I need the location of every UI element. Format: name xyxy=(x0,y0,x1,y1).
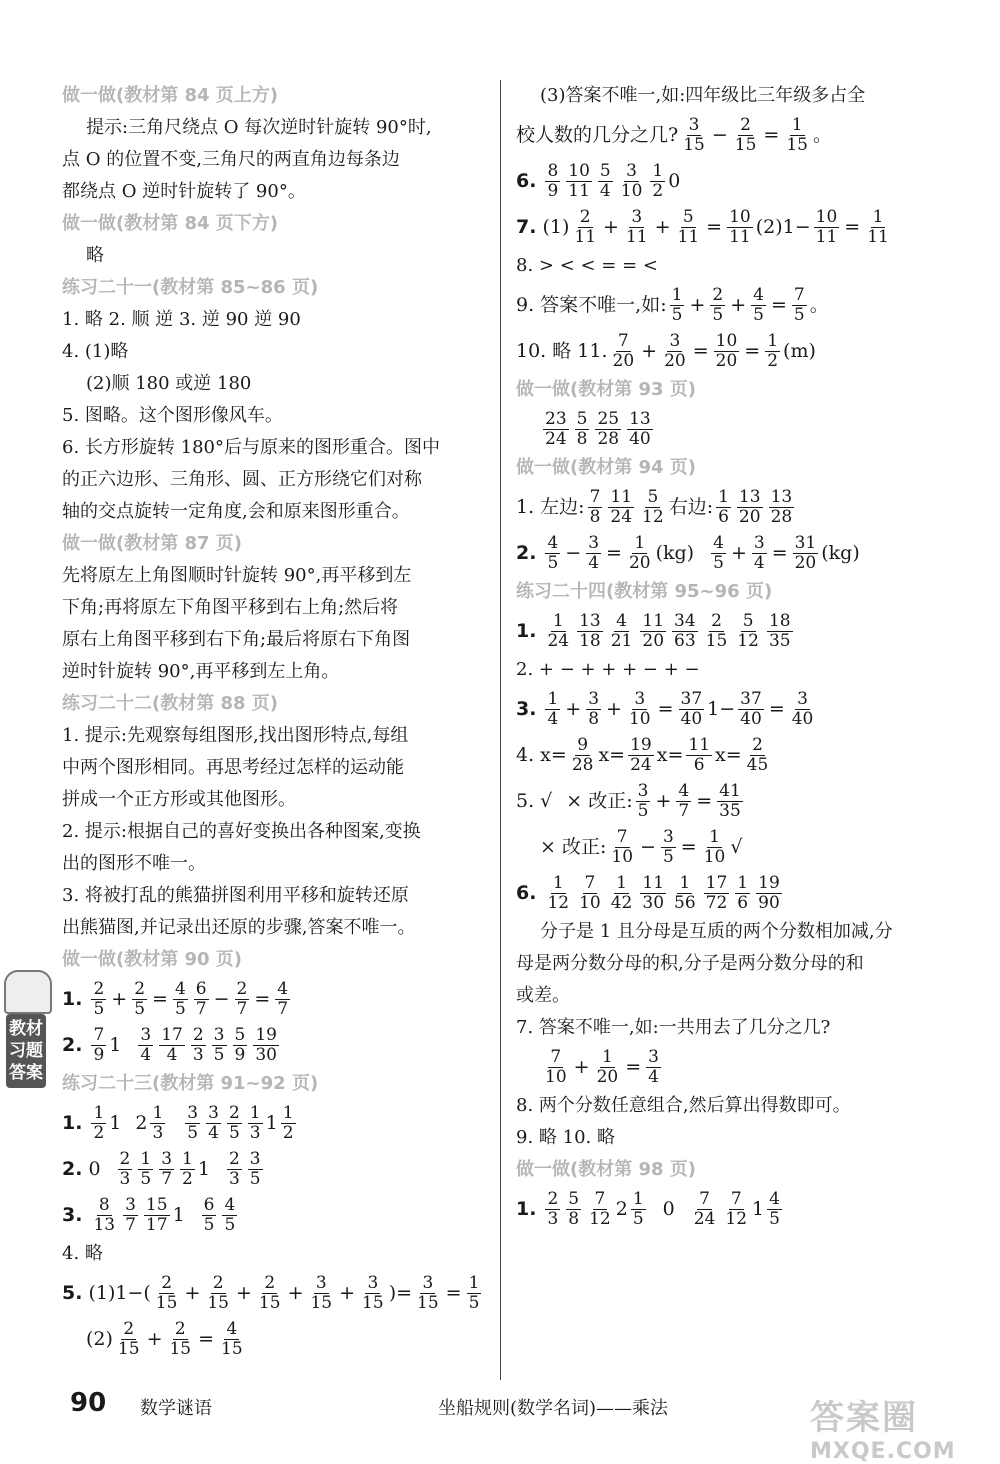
text: × 改正: xyxy=(566,790,633,812)
paragraph: 中两个图形相同。再思考经过怎样的运动能 xyxy=(62,757,404,778)
answer-row xyxy=(62,1192,484,1238)
answer-line: 6. 长方形旋转 180°后与原来的图形重合。图中 xyxy=(62,437,440,458)
paragraph: 9. 略 10. 略 xyxy=(516,1127,615,1148)
operator: + xyxy=(603,216,619,238)
fraction: $\frac{3}{15}$ xyxy=(310,1272,333,1313)
text: (2) xyxy=(86,1328,113,1350)
paragraph: 分子是 1 且分母是互质的两个分数相加减,分 xyxy=(540,921,893,942)
fraction: $\frac{3}{5}$ xyxy=(637,780,649,821)
fraction: $\frac{10}{11}$ xyxy=(568,160,590,201)
paragraph: 母是两分数分母的积,分子是两分数分母的和 xyxy=(516,953,864,974)
fraction: $\frac{2}{15}$ xyxy=(207,1272,229,1313)
fraction: $\frac{3}{5}$ xyxy=(213,1024,225,1065)
left-column xyxy=(62,80,484,1362)
fraction: $\frac{3}{15}$ xyxy=(683,114,705,155)
value: 1 xyxy=(109,1112,122,1134)
mixed-number: 2 $\frac{1}{5}$ xyxy=(615,1188,644,1229)
fraction: $\frac{7}{10}$ xyxy=(579,872,601,913)
fraction: $\frac{1}{20}$ xyxy=(596,1046,619,1087)
text: 9. 答案不唯一,如: xyxy=(516,294,667,316)
fraction: $\frac{6}{7}$ xyxy=(195,978,207,1019)
fraction: $\frac{2}{5}$ xyxy=(93,978,105,1019)
item-number: 1. xyxy=(62,1112,83,1134)
text: 4. x= xyxy=(516,744,567,766)
paragraph: 出熊猫图,并记录出还原的步骤,答案不唯一。 xyxy=(62,917,416,938)
mascot-icon xyxy=(4,970,52,1014)
section-heading: 做一做(教材第 98 页) xyxy=(516,1159,697,1180)
fraction: $\frac{3}{5}$ xyxy=(187,1102,199,1143)
fraction: $\frac{5}{12}$ xyxy=(737,610,759,651)
section-heading: 做一做(教材第 84 页下方) xyxy=(62,213,279,234)
answer-row xyxy=(516,686,940,732)
item-number: 2. xyxy=(62,1034,83,1056)
fraction: $\frac{3}{5}$ xyxy=(249,1148,261,1189)
operator: = xyxy=(680,836,697,858)
section-heading: 做一做(教材第 87 页) xyxy=(62,533,243,554)
fraction: $\frac{3}{7}$ xyxy=(161,1148,173,1189)
answer-row xyxy=(516,406,940,452)
fraction: $\frac{4}{7}$ xyxy=(277,978,289,1019)
fraction: $\frac{4}{7}$ xyxy=(678,780,690,821)
fraction: $\frac{17}{4}$ xyxy=(161,1024,183,1065)
item-number: 7. xyxy=(516,216,537,238)
paragraph: 先将原左上角图顺时针旋转 90°,再平移到左 xyxy=(62,565,412,586)
fraction: $\frac{19}{90}$ xyxy=(758,872,780,913)
fraction: $\frac{15}{17}$ xyxy=(145,1194,168,1235)
fraction: $\frac{1}{5}$ xyxy=(140,1148,152,1189)
answer-row xyxy=(516,158,940,204)
fraction: $\frac{3}{4}$ xyxy=(588,532,600,573)
paragraph: 2. 提示:根据自己的喜好变换出各种图案,变换 xyxy=(62,821,421,842)
fraction: $\frac{11}{6}$ xyxy=(688,734,711,775)
text: × 改正: xyxy=(540,836,607,858)
paragraph: 都绕点 O 逆时针旋转了 90°。 xyxy=(62,181,306,202)
operator: = xyxy=(692,340,709,362)
text: 。 xyxy=(812,124,832,146)
fraction: $\frac{5}{12}$ xyxy=(642,486,664,527)
fraction: $\frac{7}{9}$ xyxy=(93,1024,105,1065)
paragraph: 1. 提示:先观察每组图形,找出图形特点,每组 xyxy=(62,725,409,746)
answer-row xyxy=(516,608,940,654)
item-number: 5. xyxy=(62,1282,83,1304)
fraction: $\frac{2}{5}$ xyxy=(134,978,146,1019)
text: 1. 左边: xyxy=(516,496,585,518)
fraction: $\frac{5}{9}$ xyxy=(234,1024,246,1065)
operator: + xyxy=(606,698,622,720)
operator: + xyxy=(655,790,672,812)
fraction: $\frac{3}{4}$ xyxy=(208,1102,219,1143)
fraction: $\frac{1}{15}$ xyxy=(786,114,808,155)
column-divider xyxy=(500,80,501,1380)
page-number: 90 xyxy=(70,1388,107,1418)
operator: = xyxy=(198,1328,215,1350)
fraction: $\frac{13}{28}$ xyxy=(770,486,793,527)
answer-row xyxy=(516,112,940,158)
fraction: $\frac{4}{21}$ xyxy=(610,610,633,651)
value: 0 xyxy=(668,170,681,192)
fraction: $\frac{2}{15}$ xyxy=(117,1318,140,1359)
fraction: $\frac{2}{11}$ xyxy=(574,206,597,247)
operator: + xyxy=(641,340,658,362)
fraction: $\frac{19}{24}$ xyxy=(630,734,652,775)
item-number: 6. xyxy=(516,882,537,904)
operator: + xyxy=(146,1328,163,1350)
fraction: $\frac{4}{5}$ xyxy=(224,1194,236,1235)
operator: + xyxy=(565,698,582,720)
fraction: $\frac{3}{4}$ xyxy=(753,532,765,573)
operator: = xyxy=(254,988,271,1010)
value: 1 xyxy=(109,1034,122,1056)
answer-line: 4. 略 xyxy=(62,1243,103,1264)
text: √ xyxy=(730,836,743,858)
side-tab xyxy=(0,970,58,1130)
operator: + xyxy=(236,1282,252,1304)
fraction: $\frac{1}{2}$ xyxy=(652,160,664,201)
operator: = xyxy=(770,294,787,316)
fraction: $\frac{7}{10}$ xyxy=(545,1046,567,1087)
answer-row xyxy=(62,1100,484,1146)
fraction: $\frac{1}{12}$ xyxy=(547,872,570,913)
fraction: $\frac{25}{28}$ xyxy=(597,408,620,449)
answer-row xyxy=(62,1316,484,1362)
answer-row xyxy=(62,1022,484,1068)
unit: (kg) xyxy=(655,542,695,564)
fraction: $\frac{13}{20}$ xyxy=(738,486,761,527)
fraction: $\frac{1}{4}$ xyxy=(547,688,559,729)
answer-line: 1. 略 2. 顺 逆 3. 逆 90 逆 90 xyxy=(62,309,301,330)
fraction: $\frac{18}{35}$ xyxy=(768,610,791,651)
fraction: $\frac{13}{40}$ xyxy=(629,408,651,449)
fraction: $\frac{1}{56}$ xyxy=(674,872,696,913)
value: 0 xyxy=(662,1198,675,1220)
text: 右边: xyxy=(668,496,714,518)
fraction: $\frac{5}{11}$ xyxy=(677,206,700,247)
answer-line: (2)顺 180 或逆 180 xyxy=(86,373,252,394)
fraction: $\frac{1}{3}$ xyxy=(249,1102,261,1143)
value: 0 xyxy=(88,1158,101,1180)
fraction: $\frac{2}{15}$ xyxy=(169,1318,192,1359)
riddle-text: 坐船规则(数学名词)——乘法 xyxy=(438,1398,669,1419)
watermark xyxy=(810,1390,980,1464)
page-footer xyxy=(70,1388,930,1428)
fraction: $\frac{23}{24}$ xyxy=(545,408,567,449)
answer-row xyxy=(516,530,940,576)
fraction: $\frac{2}{15}$ xyxy=(258,1272,281,1313)
text: x= xyxy=(598,744,626,766)
fraction: $\frac{5}{8}$ xyxy=(576,408,588,449)
text: 1− xyxy=(707,698,736,720)
fraction: $\frac{10}{11}$ xyxy=(729,206,751,247)
answer-row xyxy=(516,1186,940,1232)
fraction: $\frac{1}{2}$ xyxy=(767,330,779,371)
answer-row xyxy=(516,328,940,374)
value: 1 xyxy=(172,1204,185,1226)
fraction: $\frac{3}{15}$ xyxy=(362,1272,384,1313)
section-heading: 练习二十二(教材第 88 页) xyxy=(62,693,279,714)
text: (m) xyxy=(783,340,816,362)
fraction: $\frac{3}{11}$ xyxy=(625,206,648,247)
fraction: $\frac{3}{10}$ xyxy=(620,160,643,201)
value: 1 xyxy=(197,1158,210,1180)
fraction: $\frac{4}{15}$ xyxy=(221,1318,243,1359)
fraction: $\frac{37}{40}$ xyxy=(740,688,762,729)
operator: = xyxy=(152,988,168,1010)
item-number: 1. xyxy=(516,1198,537,1220)
fraction: $\frac{2}{15}$ xyxy=(705,610,728,651)
paragraph: (3)答案不唯一,如:四年级比三年级多占全 xyxy=(540,85,866,106)
fraction: $\frac{2}{5}$ xyxy=(712,284,724,325)
fraction: $\frac{7}{5}$ xyxy=(793,284,805,325)
answer-line: 轴的交点旋转一定角度,会和原来图形重合。 xyxy=(62,501,410,522)
section-heading: 练习二十一(教材第 85~86 页) xyxy=(62,277,319,298)
operator: + xyxy=(730,294,747,316)
mixed-number: 1 $\frac{1}{2}$ xyxy=(265,1102,294,1143)
fraction: $\frac{10}{11}$ xyxy=(815,206,838,247)
mixed-number: 2 $\frac{1}{3}$ xyxy=(135,1102,164,1143)
operator: = xyxy=(696,790,713,812)
fraction: $\frac{7}{12}$ xyxy=(589,1188,611,1229)
answer-row xyxy=(516,204,940,250)
fraction: $\frac{4}{5}$ xyxy=(547,532,559,573)
fraction: $\frac{5}{8}$ xyxy=(568,1188,580,1229)
fraction: $\frac{2}{15}$ xyxy=(155,1272,178,1313)
right-column xyxy=(516,80,940,1232)
unit: (kg) xyxy=(821,542,860,564)
fraction: $\frac{5}{4}$ xyxy=(599,160,611,201)
paragraph: 7. 答案不唯一,如:一共用去了几分之几? xyxy=(516,1017,831,1038)
fraction: $\frac{1}{6}$ xyxy=(718,486,729,527)
fraction: $\frac{1}{20}$ xyxy=(628,532,651,573)
answer-line: 8. > < < = = < xyxy=(516,255,658,276)
fraction: $\frac{8}{9}$ xyxy=(547,160,559,201)
answer-line: 的正六边形、三角形、圆、正方形绕它们对称 xyxy=(62,469,422,490)
answer-row xyxy=(516,484,940,530)
fraction: $\frac{41}{35}$ xyxy=(719,780,741,821)
answer-row xyxy=(516,282,940,328)
section-heading: 练习二十四(教材第 95~96 页) xyxy=(516,581,773,602)
item-number: 3. xyxy=(516,698,537,720)
item-number: 1. xyxy=(62,988,83,1010)
fraction: $\frac{1}{6}$ xyxy=(737,872,749,913)
operator: + xyxy=(689,294,706,316)
text: 。 xyxy=(809,294,829,316)
paragraph: 下角;再将原左下角图平移到右上角;然后将 xyxy=(62,597,399,618)
fraction: $\frac{2}{5}$ xyxy=(228,1102,240,1143)
fraction: $\frac{1}{5}$ xyxy=(671,284,683,325)
answer-row xyxy=(516,732,940,778)
watermark-line2: MXQE.COM xyxy=(810,1439,956,1464)
fraction: $\frac{4}{5}$ xyxy=(174,978,186,1019)
operator: − xyxy=(213,988,230,1010)
operator: + xyxy=(730,542,747,564)
operator: = xyxy=(768,698,785,720)
item-number: 2. xyxy=(516,542,537,564)
paragraph: 8. 两个分数任意组合,然后算出得数即可。 xyxy=(516,1095,851,1116)
operator: + xyxy=(654,216,671,238)
operator: = xyxy=(445,1282,462,1304)
fraction: $\frac{4}{5}$ xyxy=(753,284,764,325)
fraction: $\frac{3}{8}$ xyxy=(588,688,600,729)
fraction: $\frac{7}{10}$ xyxy=(611,826,634,867)
text: (2)1− xyxy=(755,216,811,238)
fraction: $\frac{2}{3}$ xyxy=(192,1024,204,1065)
fraction: $\frac{34}{63}$ xyxy=(674,610,696,651)
fraction: $\frac{3}{7}$ xyxy=(125,1194,136,1235)
section-heading: 练习二十三(教材第 91~92 页) xyxy=(62,1073,319,1094)
section-heading: 做一做(教材第 93 页) xyxy=(516,379,697,400)
text: (1)1−( xyxy=(88,1282,151,1304)
operator: + xyxy=(573,1056,590,1078)
operator: = xyxy=(606,542,622,564)
operator: = xyxy=(657,698,674,720)
watermark-line1: 答案圈 xyxy=(810,1398,918,1438)
fraction: $\frac{3}{40}$ xyxy=(791,688,814,729)
fraction: $\frac{37}{40}$ xyxy=(680,688,703,729)
text: 10. 略 11. xyxy=(516,340,608,362)
answer-row xyxy=(516,778,940,824)
fraction: $\frac{2}{3}$ xyxy=(119,1148,131,1189)
item-number: 3. xyxy=(62,1204,83,1226)
operator: + xyxy=(111,988,128,1010)
fraction: $\frac{2}{45}$ xyxy=(746,734,769,775)
item-number: 6. xyxy=(516,170,537,192)
text: (1) xyxy=(542,216,570,238)
answer-row xyxy=(62,1146,484,1192)
paragraph: 提示:三角尺绕点 O 每次逆时针旋转 90°时, xyxy=(86,117,432,138)
fraction: $\frac{7}{20}$ xyxy=(612,330,635,371)
item-number: 1. xyxy=(516,620,537,642)
operator: = xyxy=(706,216,723,238)
answer-row xyxy=(516,1044,940,1090)
text: x= xyxy=(715,744,742,766)
section-heading: 做一做(教材第 90 页) xyxy=(62,949,243,970)
fraction: $\frac{3}{4}$ xyxy=(648,1046,659,1087)
fraction: $\frac{2}{3}$ xyxy=(547,1188,559,1229)
paragraph: 原右上角图平移到右下角;最后将原右下角图 xyxy=(62,629,411,650)
fraction: $\frac{13}{18}$ xyxy=(579,610,601,651)
answer-row xyxy=(516,870,940,916)
fraction: $\frac{11}{24}$ xyxy=(610,486,633,527)
fraction: $\frac{1}{10}$ xyxy=(703,826,726,867)
fraction: $\frac{31}{20}$ xyxy=(794,532,817,573)
item-number: 2. xyxy=(62,1158,83,1180)
fraction: $\frac{1}{5}$ xyxy=(468,1272,480,1313)
paragraph: 3. 将被打乱的熊猫拼图利用平移和旋转还原 xyxy=(62,885,409,906)
fraction: $\frac{1}{42}$ xyxy=(610,872,633,913)
fraction: $\frac{7}{8}$ xyxy=(589,486,601,527)
paragraph: 逆时针旋转 90°,再平移到左上角。 xyxy=(62,661,340,682)
operator: = xyxy=(844,216,861,238)
fraction: $\frac{3}{4}$ xyxy=(140,1024,152,1065)
fraction: $\frac{7}{24}$ xyxy=(693,1188,716,1229)
fraction: $\frac{9}{28}$ xyxy=(571,734,594,775)
operator: = xyxy=(763,124,780,146)
paragraph: 点 O 的位置不变,三角尺的两直角边每条边 xyxy=(62,149,400,170)
mixed-number: 1 $\frac{4}{5}$ xyxy=(752,1188,780,1229)
fraction: $\frac{2}{3}$ xyxy=(228,1148,240,1189)
fraction: $\frac{3}{15}$ xyxy=(417,1272,439,1313)
fraction: $\frac{19}{30}$ xyxy=(255,1024,277,1065)
paragraph: 略 xyxy=(86,245,104,266)
fraction: $\frac{1}{24}$ xyxy=(547,610,570,651)
paragraph: 或差。 xyxy=(516,985,570,1006)
fraction: $\frac{11}{30}$ xyxy=(642,872,665,913)
text: 5. √ xyxy=(516,790,553,812)
answer-row xyxy=(62,1270,484,1316)
text: x= xyxy=(656,744,684,766)
answer-line: 2. + − + + + − + − xyxy=(516,659,700,680)
fraction: $\frac{10}{20}$ xyxy=(715,330,738,371)
operator: + xyxy=(339,1282,356,1304)
riddle-label: 数学谜语 xyxy=(140,1398,212,1419)
fraction: $\frac{6}{5}$ xyxy=(203,1194,215,1235)
text: )= xyxy=(388,1282,413,1304)
section-heading: 做一做(教材第 84 页上方) xyxy=(62,85,279,106)
fraction: $\frac{3}{10}$ xyxy=(628,688,651,729)
fraction: $\frac{8}{13}$ xyxy=(93,1194,116,1235)
fraction: $\frac{7}{12}$ xyxy=(725,1188,748,1229)
operator: = xyxy=(771,542,788,564)
operator: + xyxy=(287,1282,304,1304)
fraction: $\frac{1}{2}$ xyxy=(93,1102,105,1143)
operator: − xyxy=(711,124,728,146)
section-heading: 做一做(教材第 94 页) xyxy=(516,457,697,478)
side-tab-label: 教材习题答案 xyxy=(6,1014,46,1088)
answer-row xyxy=(516,824,940,870)
fraction: $\frac{17}{72}$ xyxy=(705,872,728,913)
fraction: $\frac{4}{5}$ xyxy=(713,532,724,573)
paragraph: 出的图形不唯一。 xyxy=(62,853,206,874)
operator: − xyxy=(565,542,582,564)
fraction: $\frac{2}{7}$ xyxy=(236,978,248,1019)
fraction: $\frac{1}{11}$ xyxy=(867,206,889,247)
answer-line: 5. 图略。这个图形像风车。 xyxy=(62,405,283,426)
text: 校人数的几分之几? xyxy=(516,124,679,146)
operator: = xyxy=(625,1056,642,1078)
answer-line: 4. (1)略 xyxy=(62,341,129,362)
answer-row xyxy=(62,976,484,1022)
operator: + xyxy=(184,1282,201,1304)
operator: = xyxy=(744,340,761,362)
operator: − xyxy=(640,836,656,858)
fraction: $\frac{3}{5}$ xyxy=(662,826,674,867)
fraction: $\frac{11}{20}$ xyxy=(642,610,665,651)
fraction: $\frac{3}{20}$ xyxy=(664,330,686,371)
fraction: $\frac{2}{15}$ xyxy=(734,114,757,155)
paragraph: 拼成一个正方形或其他图形。 xyxy=(62,789,296,810)
fraction: $\frac{1}{2}$ xyxy=(182,1148,193,1189)
